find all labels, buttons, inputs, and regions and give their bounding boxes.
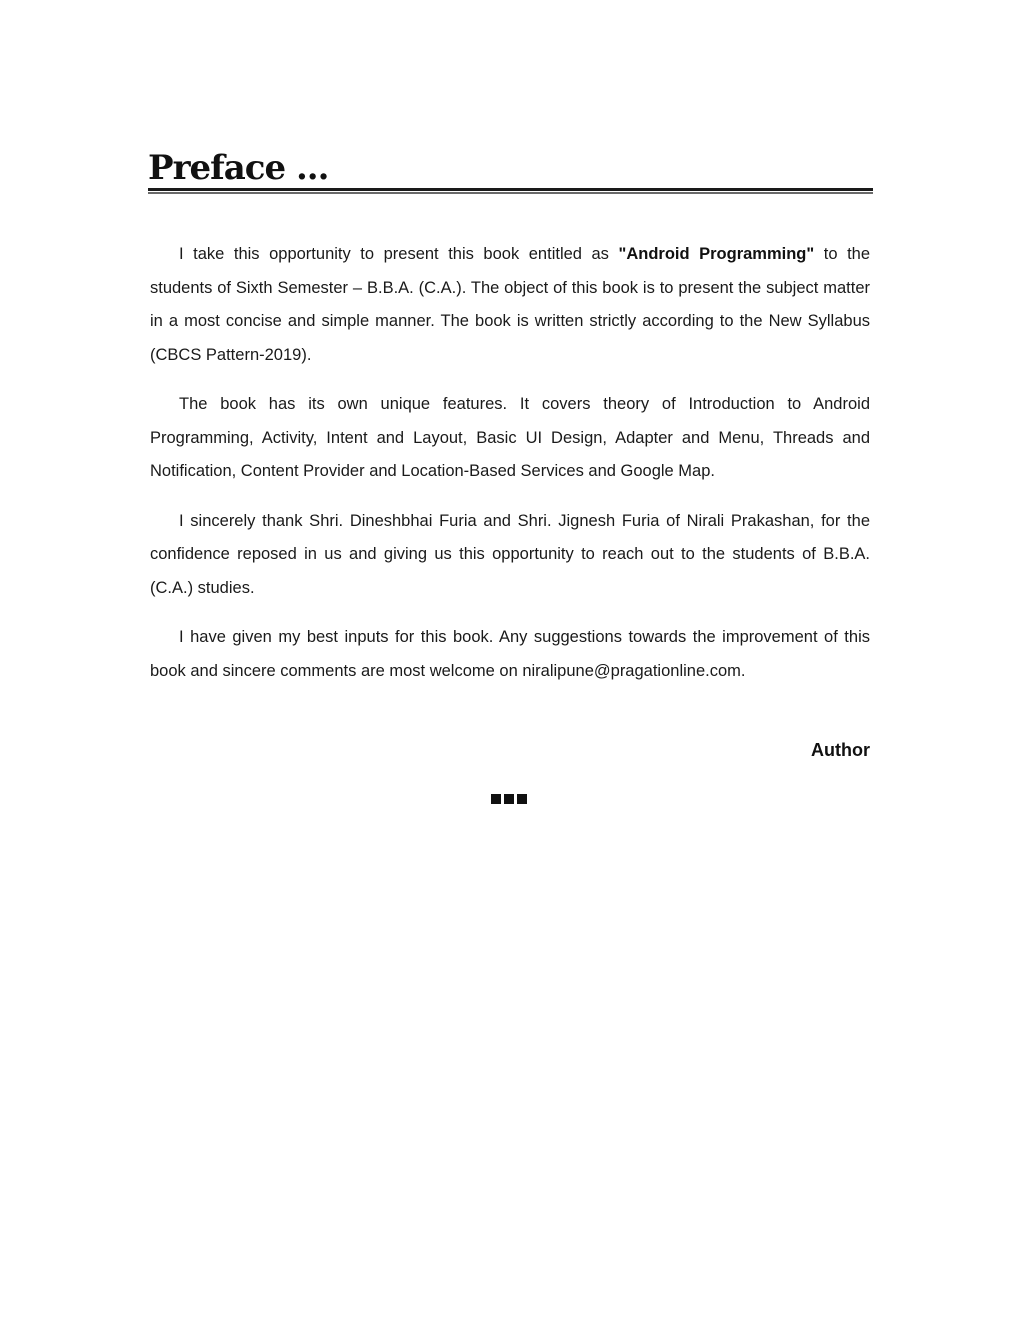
end-mark [491, 794, 527, 804]
book-title-emphasis: "Android Programming" [618, 245, 815, 263]
paragraph-2: The book has its own unique features. It covers theory of Introduction to Android Programming, Activity, Intent and Layout, Basic UI Design, Adapter and Menu, Threads and Notification, Content Provider and Location-Based Services and Google Map. [150, 395, 870, 480]
end-mark-square-3 [517, 794, 527, 804]
heading-rule-thick [148, 188, 873, 191]
page-heading [148, 145, 873, 191]
end-mark-square-2 [504, 794, 514, 804]
paragraph-4: I have given my best inputs for this book. Any suggestions towards the improvement of this book and sincere comments are most welcome on niralipune@pragationline.com. [150, 628, 870, 680]
preface-body [150, 238, 870, 704]
paragraph-1-after: to the students of Sixth Semester – B.B.A. (C.A.). The object of this book is to present the subject matter in a most concise and simple manner. The book is written strictly according to the New Syllabus (CBCS Pattern-2019). [150, 245, 871, 364]
end-mark-square-1 [491, 794, 501, 804]
paragraph-1 [150, 238, 870, 372]
paragraph-3: I sincerely thank Shri. Dineshbhai Furia and Shri. Jignesh Furia of Nirali Prakashan, for the confidence reposed in us and giving us this opportunity to reach out to the students of B.B.A. (C.A.) studies. [150, 511, 870, 597]
author-signature: Author [811, 740, 870, 760]
page-title: Preface ... [148, 148, 329, 188]
heading-rule [148, 188, 873, 194]
heading-rule-thin [148, 192, 873, 194]
paragraph-1-before: I take this opportunity to present this book entitled as [179, 245, 619, 263]
